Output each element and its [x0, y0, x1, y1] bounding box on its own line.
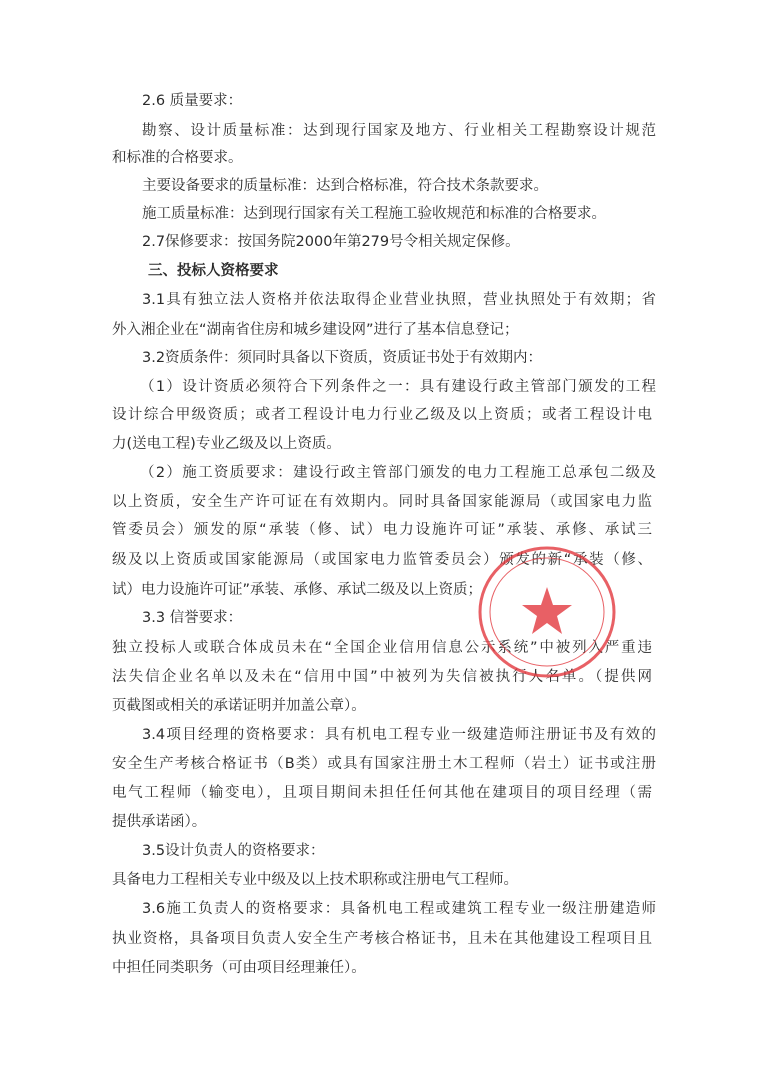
paragraph-line: 和标准的合格要求。	[112, 150, 243, 166]
paragraph-line: 3.1具有独立法人资格并依法取得企业营业执照，营业执照处于有效期；省	[142, 292, 656, 308]
paragraph-line: 安全生产考核合格证书（B类）或具有国家注册土木工程师（岩土）证书或注册	[112, 756, 656, 772]
paragraph-line: 外入湘企业在“湖南省住房和城乡建设网”进行了基本信息登记；	[112, 322, 519, 338]
paragraph-line: 力(送电工程)专业乙级及以上资质。	[112, 436, 341, 452]
section-3-5-heading: 3.5设计负责人的资格要求：	[142, 843, 325, 859]
paragraph-line: 中担任同类职务（可由项目经理兼任）。	[112, 960, 366, 976]
section-3-heading: 三、投标人资格要求	[148, 263, 279, 279]
paragraph-line: 3.4项目经理的资格要求：具有机电工程专业一级建造师注册证书及有效的	[142, 727, 656, 743]
paragraph-line: 独立投标人或联合体成员未在“全国企业信用信息公示系统”中被列入严重违	[112, 640, 652, 656]
paragraph-line: 设计综合甲级资质；或者工程设计电力行业乙级及以上资质；或者工程设计电	[112, 407, 652, 423]
paragraph-line: （2）施工资质要求：建设行政主管部门颁发的电力工程施工总承包二级及	[140, 465, 656, 481]
paragraph-line: 勘察、设计质量标准：达到现行国家及地方、行业相关工程勘察设计规范	[142, 123, 656, 139]
section-2-6-heading: 2.6 质量要求：	[142, 93, 243, 109]
paragraph-line: （1）设计资质必须符合下列条件之一：具有建设行政主管部门颁发的工程	[140, 379, 656, 395]
paragraph-line: 以上资质，安全生产许可证在有效期内。同时具备国家能源局（或国家电力监	[112, 494, 652, 510]
paragraph-line: 管委员会）颁发的原“承装（修、试）电力设施许可证”承装、承修、承试三	[112, 522, 652, 538]
paragraph-line: 试）电力设施许可证”承装、承修、承试二级及以上资质；	[112, 582, 483, 598]
paragraph-line: 3.6施工负责人的资格要求：具备机电工程或建筑工程专业一级注册建造师	[142, 901, 656, 917]
paragraph-line: 主要设备要求的质量标准：达到合格标准，符合技术条款要求。	[142, 178, 548, 194]
paragraph-line: 法失信企业名单以及未在“信用中国”中被列为失信被执行人名单。（提供网	[112, 669, 652, 685]
paragraph-line: 级及以上资质或国家能源局（或国家电力监管委员会）颁发的新“承装（修、	[112, 552, 652, 568]
paragraph-line: 3.2资质条件：须同时具备以下资质，资质证书处于有效期内：	[142, 350, 543, 366]
section-3-3-heading: 3.3 信誉要求：	[142, 610, 243, 626]
paragraph-line: 电气工程师（输变电），且项目期间未担任任何其他在建项目的项目经理（需	[112, 785, 652, 801]
section-2-7-line: 2.7保修要求：按国务院2000年第279号令相关规定保修。	[142, 234, 520, 250]
paragraph-line: 施工质量标准：达到现行国家有关工程施工验收规范和标准的合格要求。	[142, 206, 606, 222]
paragraph-line: 具备电力工程相关专业中级及以上技术职称或注册电气工程师。	[112, 872, 518, 888]
paragraph-line: 执业资格，具备项目负责人安全生产考核合格证书，且未在其他建设工程项目且	[112, 931, 652, 947]
paragraph-line: 页截图或相关的承诺证明并加盖公章）。	[112, 698, 366, 714]
paragraph-line: 提供承诺函）。	[112, 814, 207, 830]
